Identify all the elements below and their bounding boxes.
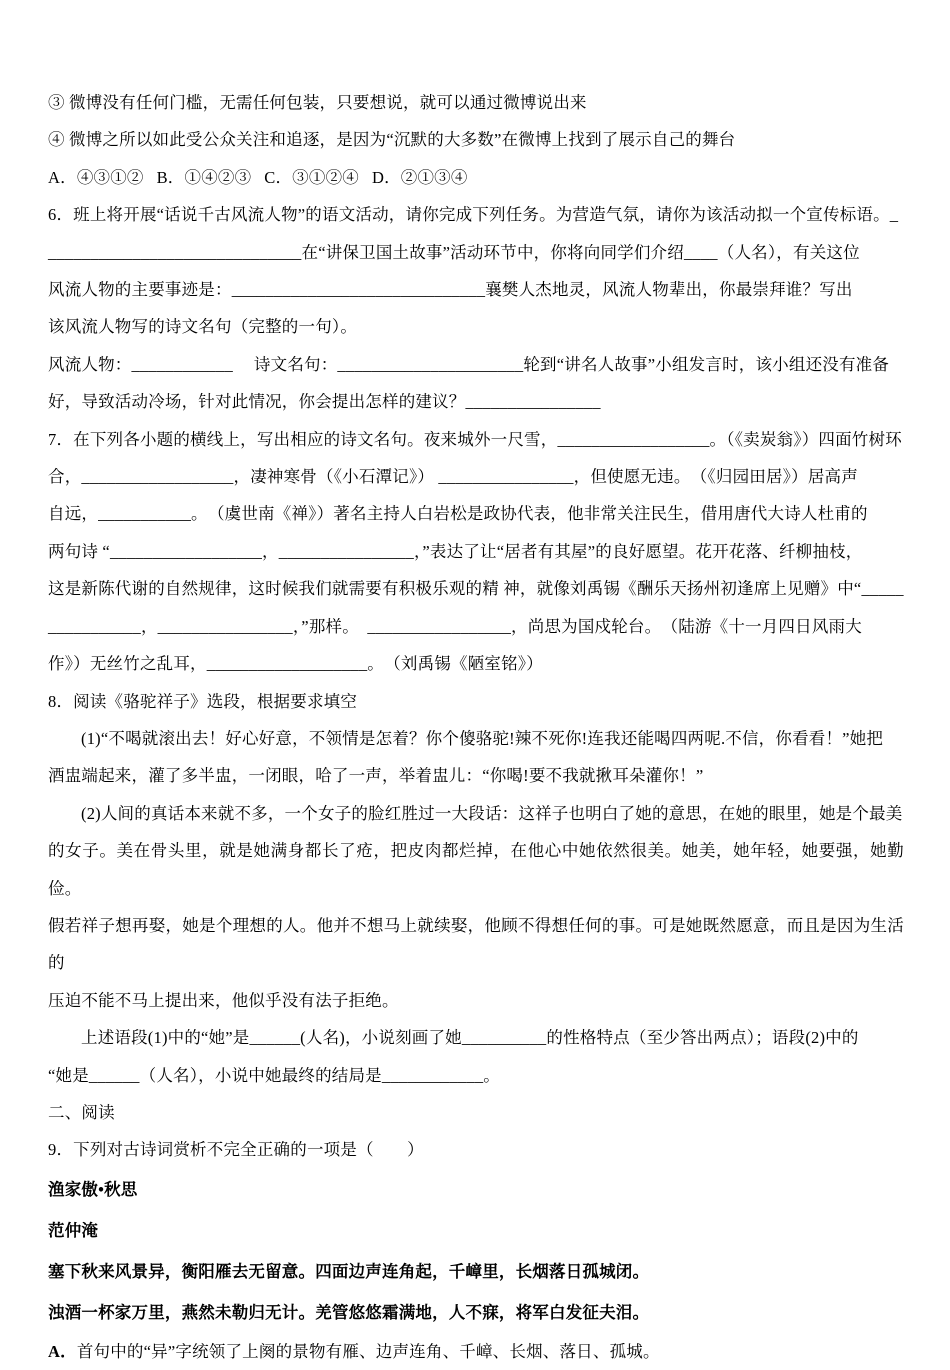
text-line	[48, 271, 904, 308]
line-text: 作》）无丝竹之乱耳，___________________。 （刘禹锡《陋室铭》）	[48, 654, 543, 674]
text-line	[48, 1057, 904, 1094]
line-text: 塞下秋来风景异，衡阳雁去无留意。四面边声连角起，千嶂里，长烟落日孤城闭。	[48, 1261, 650, 1281]
line-text: A．④③①② B．①④②③ C．③①②④ D．②①③④	[48, 167, 468, 187]
text-line	[48, 683, 904, 720]
line-text: 好，导致活动冷场，针对此情况，你会提出怎样的建议？________________	[48, 392, 601, 412]
line-text: 假若祥子想再娶，她是个理想的人。他并不想马上就续娶，他顾不得想任何的事。可是她既然愿意，而且是因为生活的	[48, 915, 904, 973]
line-text: 7．在下列各小题的横线上，写出相应的诗文名句。夜来城外一尺雪，__________________。（《卖炭翁》）四面竹树环	[48, 429, 902, 449]
text-line	[48, 421, 904, 458]
line-text: 首句中的“异”字统领了上阕的景物有雁、边声连角、千嶂、长烟、落日、孤城。	[76, 1341, 660, 1361]
line-text: 渔家傲•秋思	[48, 1179, 138, 1199]
text-line	[48, 1169, 904, 1210]
text-line	[48, 795, 904, 832]
line-text: “她是______（人名），小说中她最终的结局是____________。	[48, 1065, 500, 1085]
text-line	[48, 907, 904, 982]
line-text: 风流人物的主要事迹是：______________________________襄樊人杰地灵，风流人物辈出，你最崇拜谁？写出	[48, 280, 853, 300]
text-line	[48, 645, 904, 682]
text-line	[48, 495, 904, 532]
line-text: 9．下列对古诗词赏析不完全正确的一项是（ ）	[48, 1140, 424, 1160]
line-text: 压迫不能不马上提出来，他似乎没有法子拒绝。	[48, 990, 399, 1010]
line-text: 浊酒一杯家万里，燕然未勒归无计。羌管悠悠霜满地，人不寐，将军白发征夫泪。	[48, 1302, 650, 1322]
text-line	[48, 608, 904, 645]
text-line	[48, 234, 904, 271]
text-line	[48, 1131, 904, 1168]
text-line	[48, 720, 904, 757]
text-line	[48, 757, 904, 794]
line-text: 6．班上将开展“话说千古风流人物”的语文活动，请你完成下列任务。为营造气氛，请你为该活动拟一个宣传标语。_	[48, 205, 899, 225]
text-line	[48, 1019, 904, 1056]
line-text: ③ 微博没有任何门槛，无需任何包装，只要想说，就可以通过微博说出来	[48, 93, 587, 112]
line-text: 合，__________________，凄神寒骨（《小石潭记》） ________________，但使愿无违。 （《归园田居》）居高声	[48, 467, 858, 487]
line-text: 风流人物：____________ 诗文名句：______________________轮到“讲名人故事”小组发言时，该小组还没有准备	[48, 354, 890, 374]
text-line	[48, 1333, 904, 1370]
line-text: 范仲淹	[48, 1220, 99, 1240]
text-line	[48, 84, 904, 121]
line-text: ______________________________在“讲保卫国土故事”活动环节中，你将向同学们介绍____（人名），有关这位	[48, 242, 860, 262]
text-line	[48, 570, 904, 607]
line-text: (1)“不喝就滚出去！好心好意，不领情是怎着？你个傻骆驼!辣不死你!连我还能喝四两呢.不信，你看看！”她把	[81, 728, 884, 748]
line-text: (2)人间的真话本来就不多，一个女子的脸红胜过一大段话：这祥子也明白了她的意思，在她的眼里，她是个最美	[81, 803, 903, 823]
text-line	[48, 1251, 904, 1292]
text-line	[48, 1094, 904, 1131]
text-line	[48, 121, 904, 158]
text-line	[48, 458, 904, 495]
text-line	[48, 832, 904, 907]
text-line	[48, 1210, 904, 1251]
line-text: 自远，___________。 （虞世南《禅》）著名主持人白岩松是政协代表，他非常关注民生，借用唐代大诗人杜甫的	[48, 504, 868, 524]
exam-text-lines	[48, 84, 904, 1370]
line-text: 上述语段(1)中的“她”是______(人名)，小说刻画了她__________的性格特点（至少答出两点）；语段(2)中的	[81, 1028, 859, 1048]
text-line	[48, 982, 904, 1019]
text-line	[48, 383, 904, 420]
line-text: 酒盅端起来，灌了多半盅，一闭眼，哈了一声，举着盅儿：“你喝!要不我就揪耳朵灌你！”	[48, 766, 704, 786]
line-text: ___________，________________，”那样。 _________________，尚思为国戍轮台。 （陆游《十一月四日风雨大	[48, 616, 862, 636]
line-text: 的女子。美在骨头里，就是她满身都长了疮，把皮肉都烂掉，在他心中她依然很美。她美，她年轻，她要强，她勤俭。	[48, 841, 904, 898]
line-text: ④ 微博之所以如此受公众关注和追逐，是因为“沉默的大多数”在微博上找到了展示自己的舞台	[48, 130, 736, 150]
text-line	[48, 346, 904, 383]
line-text: 二、阅读	[48, 1102, 115, 1122]
line-prefix: A．	[48, 1341, 77, 1361]
line-text: 这是新陈代谢的自然规律，这时候我们就需要有积极乐观的精 神，就像刘禹锡《酬乐天扬州初逢席上见赠》中“_____	[48, 579, 904, 599]
line-text: 8．阅读《骆驼祥子》选段，根据要求填空	[48, 691, 358, 711]
text-line	[48, 533, 904, 570]
text-line	[48, 1292, 904, 1333]
text-line	[48, 308, 904, 345]
line-text: 该风流人物写的诗文名句（完整的一句）。	[48, 317, 358, 337]
text-line	[48, 159, 904, 196]
text-line	[48, 196, 904, 233]
line-text: 两句诗 “__________________，________________，”表达了让“居者有其屋”的良好愿望。花开花落、纤柳抽枝，	[48, 541, 863, 561]
